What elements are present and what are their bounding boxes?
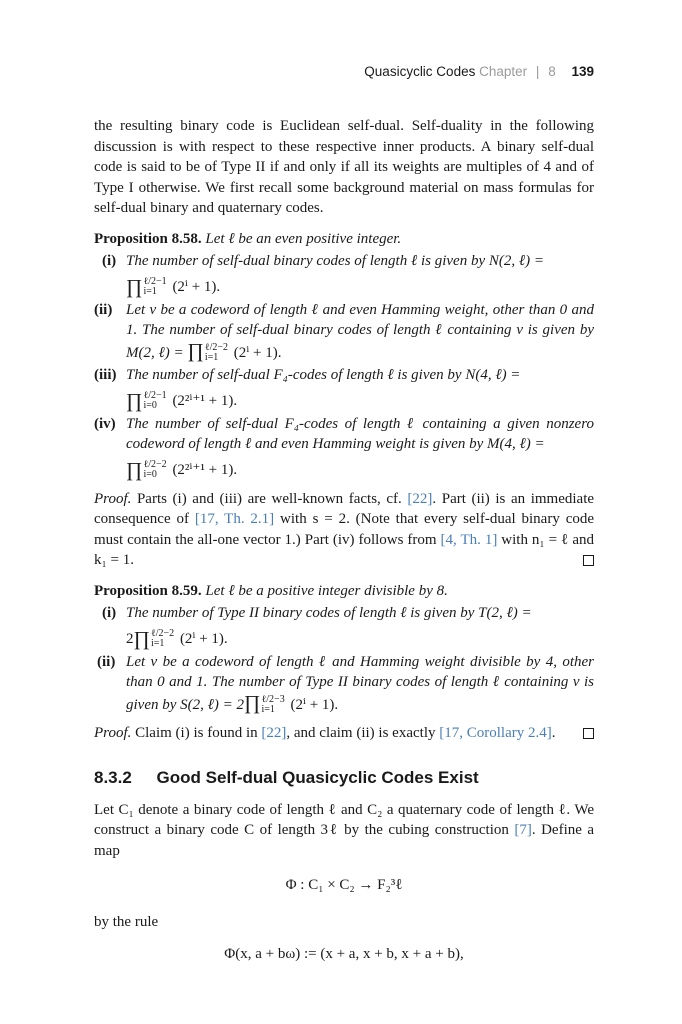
item-text: The number of Type II binary codes of length ℓ is given by T(2, ℓ) = xyxy=(126,605,532,622)
header-separator: | xyxy=(535,64,540,79)
item-label: (i) xyxy=(102,253,117,269)
proposition-8-59-heading xyxy=(94,581,594,602)
proposition-label: Proposition 8.59. xyxy=(94,582,202,599)
proposition-8-58-heading xyxy=(94,229,594,250)
proof-label: Proof. xyxy=(94,490,132,507)
by-rule-text: by the rule xyxy=(94,913,159,930)
section-title: Good Self-dual Quasicyclic Codes Exist xyxy=(156,767,479,787)
intro-paragraph: the resulting binary code is Euclidean self-dual. Self-duality in the following discussion is with respect to these respective inner products. A binary self-dual code is said to be of Type II if and only if all its weights are multiples of 4 and of Type I otherwise. We first recall some background material on mass formulas for self-dual binary and quaternary codes. xyxy=(94,118,594,216)
proposition-statement: Let ℓ be a positive integer divisible by 8. xyxy=(205,582,448,599)
prop859-item-i xyxy=(94,603,594,650)
item-text: Let v be a codeword of length ℓ and Hamming weight divisible by 4, other than 0 and 1. The number of Type II binary codes of length ℓ containing v is given by S(2, ℓ) = 2 xyxy=(126,653,594,713)
map-formula: Φ : C₁ × C₂ → F₂³ℓ xyxy=(285,877,403,894)
product-formula: 2∏ ℓ/2−2 i=1 (2ⁱ + 1). xyxy=(126,627,228,650)
citation-link[interactable]: [17, Th. 2.1] xyxy=(194,511,275,528)
header-chapter-number: 8 xyxy=(548,64,556,79)
citation-link[interactable]: [22] xyxy=(407,490,433,507)
prop858-item-iii xyxy=(94,365,594,412)
rule-formula: Φ(x, a + bω) := (x + a, x + b, x + a + b), xyxy=(224,946,464,963)
proposition-statement: Let ℓ be an even positive integer. xyxy=(205,230,402,247)
citation-link[interactable]: [4, Th. 1] xyxy=(440,531,498,548)
prop858-item-i xyxy=(94,251,594,298)
section-heading xyxy=(94,766,594,790)
item-text: Let v be a codeword of length ℓ and even Hamming weight, other than 0 and 1. The number of self-dual binary codes of length ℓ containing v is given by M(2, ℓ) = xyxy=(126,301,594,361)
item-label: (ii) xyxy=(94,301,113,318)
item-text: The number of self-dual F₄-codes of length ℓ is given by N(4, ℓ) = xyxy=(126,367,521,384)
item-label: (iii) xyxy=(94,367,117,384)
product-formula: ∏ ℓ/2−2 i=0 (2²ⁱ⁺¹ + 1). xyxy=(126,458,238,481)
page-body xyxy=(94,116,594,977)
proposition-label: Proposition 8.58. xyxy=(94,230,202,247)
item-text: The number of self-dual binary codes of length ℓ is given by N(2, ℓ) = xyxy=(126,253,544,269)
proof-8-59: Proof. Claim (i) is found in [22], and claim (ii) is exactly [17, Corollary 2.4]. xyxy=(94,723,594,744)
product-formula: ∏ ℓ/2−1 i=0 (2²ⁱ⁺¹ + 1). xyxy=(126,389,238,412)
prop859-item-ii: (ii) Let v be a codeword of length ℓ and Hamming weight divisible by 4, other than 0 and 1. The number of Type II binary codes of length ℓ containing v is given by S(2, ℓ) = 2∏ ℓ/2−3 i=1 (2ⁱ + 1). xyxy=(97,653,594,716)
proof-label: Proof. xyxy=(94,725,132,742)
prop858-item-ii: (ii) Let v be a codeword of length ℓ and even Hamming weight, other than 0 and 1. The number of self-dual binary codes of length ℓ containing v is given by M(2, ℓ) = ∏ ℓ/2−2 i=1 (2ⁱ + 1). xyxy=(94,301,594,364)
proof-8-58: Proof. Parts (i) and (iii) are well-known facts, cf. [22]. Part (ii) is an immediate consequence of [17, Th. 2.1] with s = 2. (Note that every self-dual binary code must contain the all-one vector 1.) Part (iv) follows from [4, Th. 1] with n₁ = ℓ and k₁ = 1. xyxy=(94,490,595,569)
section-paragraph: Let C₁ denote a binary code of length ℓ and C₂ a quaternary code of length ℓ. We construct a binary code C of length 3ℓ by the cubing construction [7]. Define a map xyxy=(94,801,595,859)
prop858-item-iv xyxy=(94,414,594,481)
page-number: 139 xyxy=(571,64,594,79)
running-header xyxy=(364,63,594,81)
item-label: (ii) xyxy=(97,653,116,670)
header-title: Quasicyclic Codes xyxy=(364,64,476,79)
section-number: 8.3.2 xyxy=(94,767,132,787)
product-formula: ∏ ℓ/2−1 i=1 (2ⁱ + 1). xyxy=(126,275,221,298)
item-label: (i) xyxy=(102,605,117,622)
item-label: (iv) xyxy=(94,415,116,432)
citation-link[interactable]: [17, Corollary 2.4] xyxy=(439,725,552,742)
header-chapter: Chapter xyxy=(479,64,528,79)
item-text: The number of self-dual F₄-codes of length ℓ containing a given nonzero codeword of length ℓ and even Hamming weight is given by M(4, ℓ) = xyxy=(126,415,594,453)
qed-symbol xyxy=(583,728,594,739)
citation-link[interactable]: [7] xyxy=(514,822,532,839)
citation-link[interactable]: [22] xyxy=(261,725,287,742)
qed-symbol xyxy=(583,555,594,566)
